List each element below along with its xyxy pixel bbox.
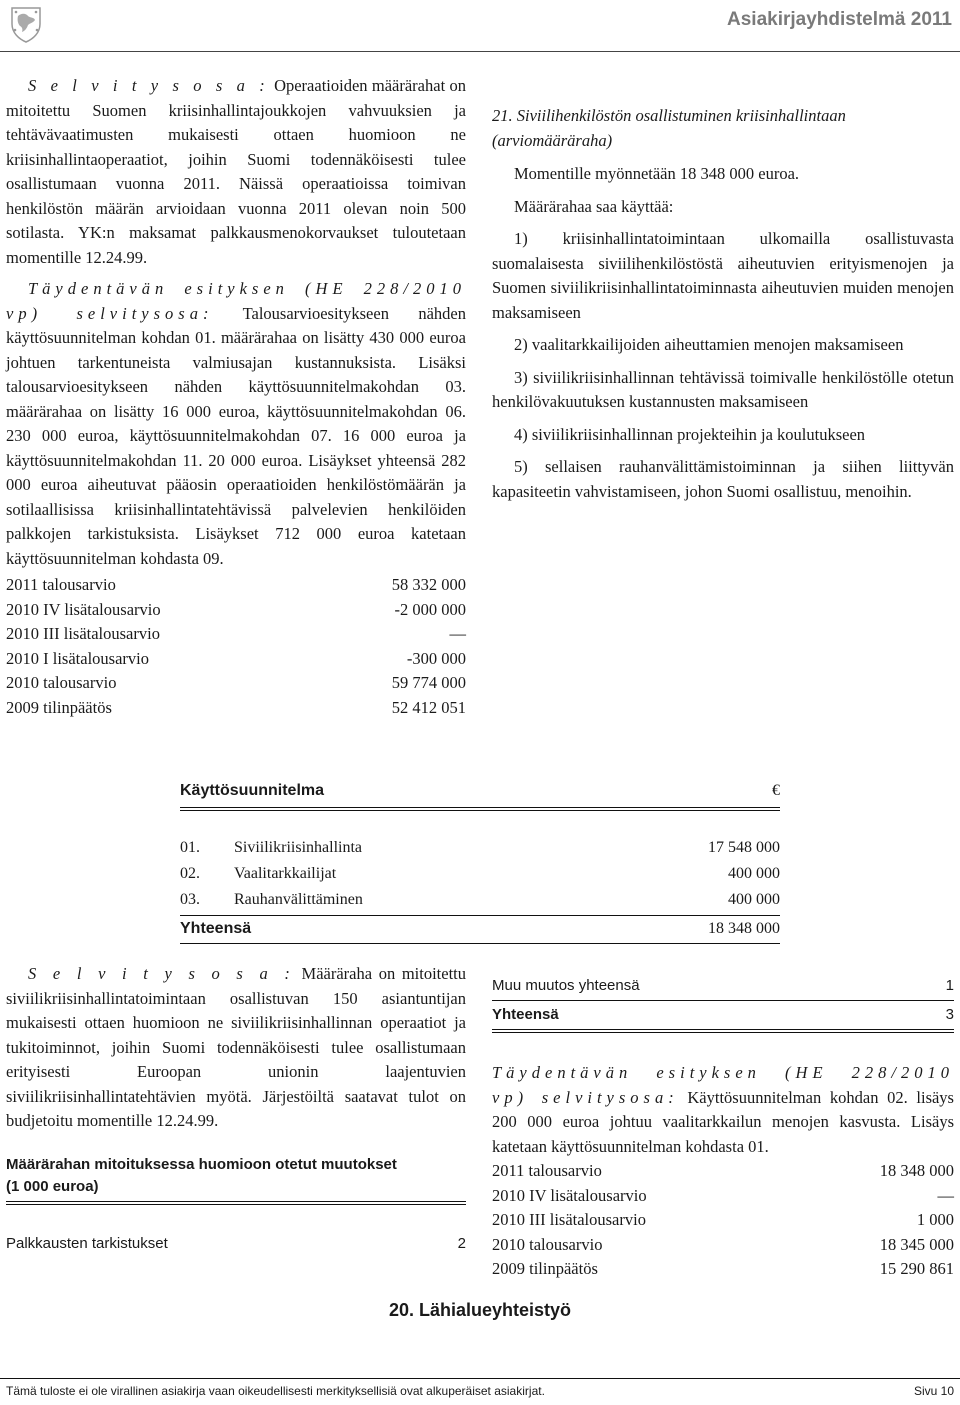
table-row: 03. Rauhanvälittäminen 400 000 (180, 891, 780, 908)
usage-intro: Määrärahaa saa käyttää: (514, 196, 674, 216)
usage-list (492, 227, 954, 504)
changes-total-row: Yhteensä 3 (492, 1006, 954, 1023)
list-item: 1) kriisinhallintatoimintaan ulkomailla osallistuvasta suomalaisesta siviilihenkilöstöstä aiheutuvien erityismenojen ja Suomen siviilikriisinhallintatoiminnasta aiheutuvien muiden menojen maksamiseen (492, 229, 954, 322)
change-row: Palkkausten tarkistukset 2 (6, 1234, 466, 1252)
footer-rule (0, 1378, 960, 1379)
table-title: Käyttösuunnitelma (180, 782, 325, 799)
explanation-label: S e l v i t y s o s a : (28, 964, 295, 983)
list-item: 3) siviilikriisinhallinnan tehtävissä toimivalle henkilöstölle otetun henkilövakuutuksen kustannusten maksamiseen (492, 367, 954, 411)
list-item: 4) siviilikriisinhallinnan projekteihin ja koulutukseen (514, 424, 866, 444)
budget-history-table (492, 1159, 954, 1282)
lion-icon (6, 4, 46, 44)
supplementary-text: Käyttösuunnitelman kohdan 02. lisäys 200 000 euroa johtuu vaalitarkkailun menojen kasvusta. Lisäys katetaan käyttösuunnitelman kohdasta 01. (492, 1087, 954, 1156)
changes-title: Määrärahan mitoituksessa huomioon otetut muutokset (6, 1155, 397, 1173)
header-rule (0, 51, 960, 52)
left-explanation-block (6, 74, 466, 720)
explanation-text: Määräraha on mitoitettu siviilikriisinhallintatoimintaan osallistuvan 150 asiantuntijan mukaisesti ottaen huomioon ne siviilikriisinhallinnan operaatiot ja tukitoiminnot, joihin Suomi todennäköisesti tulee osallistumaan erityisesti Euroopan unionin laajentuvien siviilikriisinhallintatehtävien myötä. Järjestöiltä saatavat tulot on budjetoitu momentille 12.24.99. (6, 964, 467, 1130)
explanation-label: S e l v i t y s o s a : (28, 76, 270, 95)
budget-row: 2011 talousarvio 18 348 000 (492, 1161, 954, 1180)
budget-row: 2010 I lisätalousarvio -300 000 (6, 648, 466, 668)
budget-row: 2010 IV lisätalousarvio -2 000 000 (6, 599, 466, 619)
list-item: 2) vaalitarkkailijoiden aiheuttamien menojen maksamiseen (514, 335, 904, 354)
table-row: 02. Vaalitarkkailijat 400 000 (180, 865, 780, 882)
supplementary-text: Talousarvioesitykseen nähden käyttösuunnitelman kohdan 01. määrärahaa on lisätty 430 000 euroa johtuen tarkentuneista valmiusajan kustannuksista. Lisäksi talousarvioesitykseen nähden käyttösuunnitelmakohdan 03. määrärahaa on lisätty 16 000 euroa, käyttösuunnitelmakohdan 06. 230 000 euroa, käyttösuunnitelmakohdan 07. 16 000 euroa ja käyttösuunnitelmakohdan 11. 20 000 euroa. Lisäykset yhteensä 282 000 euroa aiheutuvat pääosin operaatioiden henkilöstömäärän ja sotilaallisissa kriisinhallintatehtävissä palvelevien henkilöiden palkkojen tarkistuksista. Lisäykset 712 000 euroa katetaan käyttösuunnitelman kohdasta 09. (6, 303, 466, 568)
supplementary-label: Täydentävän esityksen (HE 228/2010 vp) selvitysosa: (492, 1063, 954, 1107)
table-header-rule (180, 807, 780, 808)
section-heading: 20. Lähialueyhteistyö (388, 1300, 572, 1320)
grant-text: Momentille myönnetään 18 348 000 euroa. (514, 164, 800, 183)
right-bottom-block (492, 975, 954, 1282)
supplementary-label: Täydentävän esityksen (HE 228/2010 vp) selvitysosa: (6, 279, 466, 323)
budget-row: 2011 talousarvio 58 332 000 (6, 575, 466, 594)
budget-row: 2010 III lisätalousarvio 1 000 (492, 1210, 954, 1229)
explanation-text: Operaatioiden määrärahat on mitoitettu Suomen kriisinhallintajoukkojen vahvuuksien ja tehtävävaatimusten mukaisesti ottaen huomioon ne kriisinhallintaoperaatiot, joihin Suomi todennäköisesti tulee osallistumaan vuonna 2011. Näissä operaatioissa toimivan henkilöstön määrän arvioidaan vuonna 2011 olevan noin 500 sotilasta. YK:n maksamat palkkausmenokorvaukset tuloutetaan momentille 12.24.99. (6, 76, 467, 267)
table-total-row: Yhteensä 18 348 000 (180, 920, 780, 937)
budget-row: 2010 III lisätalousarvio — (6, 624, 466, 643)
list-item: 5) sellaisen rauhanvälittämistoiminnan ja siihen liittyvän kapasiteetin vahvistamiseen, johon Suomi osallistuu, menoihin. (492, 457, 954, 501)
currency-symbol: € (772, 782, 780, 799)
budget-row: 2009 tilinpäätös 52 412 051 (6, 697, 466, 717)
page-number: Sivu 10 (913, 1384, 954, 1398)
budget-row: 2010 IV lisätalousarvio — (492, 1185, 954, 1205)
document-title: Asiakirjayhdistelmä 2011 (727, 9, 952, 30)
left-bottom-block (6, 962, 466, 1252)
coat-of-arms-logo (6, 4, 46, 44)
budget-row: 2010 talousarvio 59 774 000 (6, 673, 466, 692)
other-change-row: Muu muutos yhteensä 1 (492, 977, 954, 994)
budget-history-table (6, 573, 466, 720)
right-appropriation-block (492, 104, 954, 512)
changes-unit: (1 000 euroa) (6, 1177, 99, 1195)
footer-disclaimer: Tämä tuloste ei ole virallinen asiakirja vaan oikeudellisesti merkityksellisiä ovat alkuperäiset asiakirjat. (6, 1384, 545, 1398)
table-row: 01. Siviilikriisinhallinta 17 548 000 (180, 839, 780, 856)
usage-plan-table (180, 780, 780, 944)
subsection-heading: 21. Siviilihenkilöstön osallistuminen kriisinhallintaan (arviomääräraha) (492, 106, 846, 150)
budget-row: 2010 talousarvio 18 345 000 (492, 1234, 954, 1254)
budget-row: 2009 tilinpäätös 15 290 861 (492, 1259, 954, 1278)
